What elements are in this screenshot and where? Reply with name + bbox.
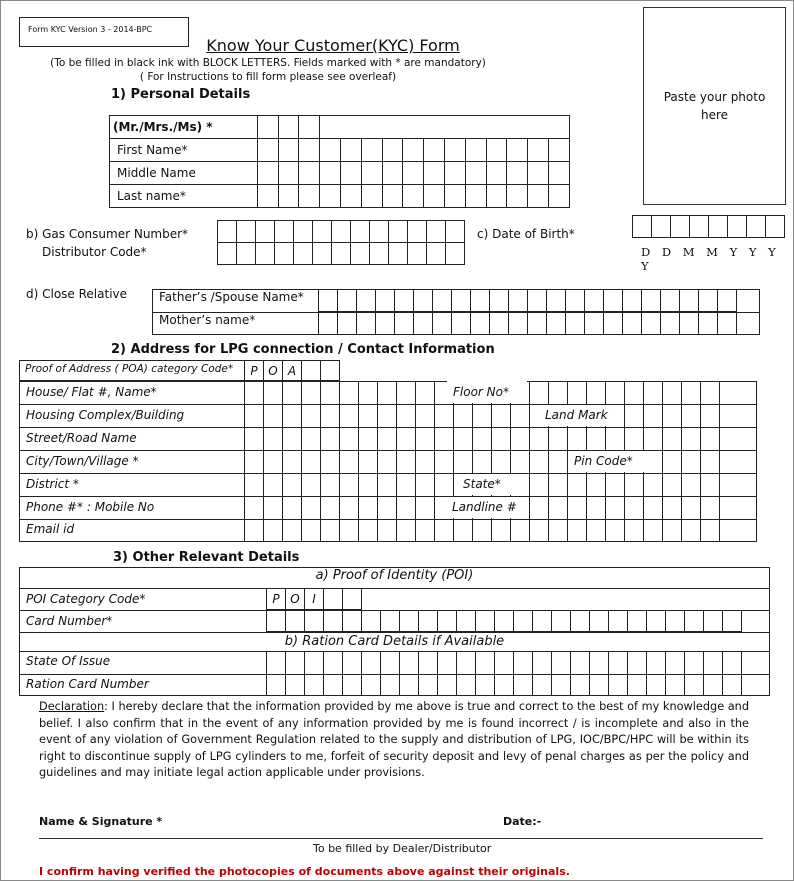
middle-name-cell[interactable] <box>549 162 570 185</box>
first-name-cell[interactable] <box>424 139 445 162</box>
poi-cell[interactable] <box>323 588 343 610</box>
first-name-cell[interactable] <box>445 139 466 162</box>
ration-title: b) Ration Card Details if Available <box>284 634 505 649</box>
middle-name-cell[interactable] <box>361 162 382 185</box>
card-number-label: Card Number* <box>26 614 113 628</box>
poa-cell-o[interactable]: O <box>263 360 283 381</box>
poi-code-cells[interactable] <box>267 588 362 610</box>
dob-cells[interactable] <box>633 215 785 238</box>
middle-name-cell[interactable] <box>403 162 424 185</box>
footer-rule <box>39 838 763 839</box>
first-name-cell[interactable] <box>278 139 299 162</box>
first-name-cell[interactable] <box>257 139 278 162</box>
mother-label: Mother’s name* <box>159 313 256 327</box>
declaration-text: : I hereby declare that the information provided by me above is true and correct to the best of my knowledge and belief. I also confirm that in the event of any information provided by me is found incorrect / is incomplete and also in the event of any violation of Government Regulation related to the supply and distribution of LPG, IOC/BPC/HPC will be within its right to discontinue supply of LPG cylinders to me, forfeit of security deposit and levy of penal charges as per the policy and guidelines and may initiate legal action applicable under provisions. <box>39 700 749 780</box>
poa-label: Proof of Address ( POA) category Code* <box>25 363 234 375</box>
father-label: Father’s /Spouse Name* <box>159 290 304 304</box>
salutation-label: (Mr./Mrs./Ms) * <box>110 116 258 139</box>
first-name-cell[interactable] <box>465 139 486 162</box>
landmark-label: Land Mark <box>539 405 619 426</box>
other-row-divider <box>19 588 770 589</box>
poa-cells[interactable] <box>245 360 340 381</box>
poa-cell[interactable] <box>320 360 340 381</box>
middle-name-cell[interactable] <box>528 162 549 185</box>
form-title: Know Your Customer(KYC) Form <box>206 36 460 55</box>
salutation-cell[interactable] <box>278 116 299 139</box>
first-name-cell[interactable] <box>528 139 549 162</box>
first-name-cell[interactable] <box>341 139 362 162</box>
complex-label: Housing Complex/Building <box>26 408 185 422</box>
last-name-cell[interactable] <box>507 185 528 208</box>
last-name-cell[interactable] <box>341 185 362 208</box>
salutation-row <box>110 116 570 139</box>
poa-cell[interactable] <box>301 360 321 381</box>
last-name-cell[interactable] <box>549 185 570 208</box>
city-label: City/Town/Village * <box>26 454 139 468</box>
salutation-cell[interactable] <box>257 116 278 139</box>
gas-consumer-cells[interactable] <box>218 220 465 243</box>
poi-cell-i[interactable]: I <box>304 588 324 610</box>
house-label: House/ Flat #, Name* <box>26 385 157 399</box>
middle-name-cell[interactable] <box>382 162 403 185</box>
instruction-line-1: (To be filled in black ink with BLOCK LETTERS. Fields marked with * are mandatory) <box>50 57 486 69</box>
ration-number-label: Ration Card Number <box>26 677 149 691</box>
first-name-cell[interactable] <box>361 139 382 162</box>
ration-cells[interactable] <box>267 651 742 696</box>
middle-name-cell[interactable] <box>465 162 486 185</box>
last-name-label: Last name* <box>110 185 258 208</box>
photo-box[interactable]: Paste your photo here <box>643 7 786 205</box>
salutation-blank <box>320 116 570 139</box>
last-name-cell[interactable] <box>299 185 320 208</box>
form-version: Form KYC Version 3 - 2014-BPC <box>19 17 189 47</box>
last-name-cell[interactable] <box>424 185 445 208</box>
email-label: Email id <box>26 522 75 536</box>
first-name-cell[interactable] <box>299 139 320 162</box>
district-label: District * <box>26 477 79 491</box>
poi-cell[interactable] <box>342 588 362 610</box>
phone-label: Phone #* : Mobile No <box>26 500 155 514</box>
gas-consumer-label: b) Gas Consumer Number* <box>26 227 189 241</box>
declaration-label: Declaration <box>39 700 105 713</box>
poi-code-label: POI Category Code* <box>26 592 146 606</box>
first-name-row <box>110 139 570 162</box>
state-label: State* <box>457 474 527 495</box>
dob-format: D D M M Y Y Y Y <box>641 245 780 273</box>
dob-label: c) Date of Birth* <box>477 227 575 241</box>
salutation-cell[interactable] <box>299 116 320 139</box>
middle-name-cell[interactable] <box>507 162 528 185</box>
close-relative-label: d) Close Relative <box>26 287 128 301</box>
first-name-cell[interactable] <box>382 139 403 162</box>
last-name-cell[interactable] <box>465 185 486 208</box>
last-name-cell[interactable] <box>278 185 299 208</box>
card-number-cells[interactable] <box>267 610 742 632</box>
name-table <box>109 115 570 208</box>
instruction-line-2: ( For Instructions to fill form please see overleaf) <box>139 71 397 83</box>
poi-cell-o[interactable]: O <box>285 588 305 610</box>
middle-name-cell[interactable] <box>299 162 320 185</box>
last-name-cell[interactable] <box>320 185 341 208</box>
personal-details-heading: 1) Personal Details <box>111 87 251 102</box>
poi-cell-p[interactable]: P <box>266 588 286 610</box>
landline-label: Landline # <box>446 497 527 518</box>
street-label: Street/Road Name <box>26 431 137 445</box>
declaration <box>39 699 749 782</box>
last-name-cell[interactable] <box>445 185 466 208</box>
last-name-cell[interactable] <box>528 185 549 208</box>
other-details-heading: 3) Other Relevant Details <box>113 550 300 565</box>
middle-name-cell[interactable] <box>320 162 341 185</box>
first-name-cell[interactable] <box>320 139 341 162</box>
distributor-code-label: Distributor Code* <box>42 245 147 259</box>
middle-name-row <box>110 162 570 185</box>
first-name-cell[interactable] <box>486 139 507 162</box>
date-label: Date:- <box>503 815 542 828</box>
last-name-cell[interactable] <box>257 185 278 208</box>
last-name-cell[interactable] <box>403 185 424 208</box>
last-name-cell[interactable] <box>361 185 382 208</box>
last-name-cell[interactable] <box>486 185 507 208</box>
first-name-cell[interactable] <box>403 139 424 162</box>
dealer-confirmation: I confirm having verified the photocopies of documents above against their originals. <box>39 865 570 878</box>
dealer-label: To be filled by Dealer/Distributor <box>313 842 492 855</box>
last-name-row <box>110 185 570 208</box>
middle-name-cell[interactable] <box>278 162 299 185</box>
pin-label: Pin Code* <box>568 451 646 472</box>
middle-name-cell[interactable] <box>486 162 507 185</box>
other-row-divider <box>19 632 770 633</box>
first-name-cell[interactable] <box>549 139 570 162</box>
poa-cell-a[interactable]: A <box>282 360 302 381</box>
signature-label: Name & Signature * <box>39 815 163 828</box>
floor-label: Floor No* <box>447 381 527 403</box>
distributor-code-cells[interactable] <box>218 242 465 265</box>
last-name-cell[interactable] <box>382 185 403 208</box>
middle-name-cell[interactable] <box>257 162 278 185</box>
middle-name-cell[interactable] <box>341 162 362 185</box>
father-cells[interactable] <box>319 289 737 312</box>
middle-name-label: Middle Name <box>110 162 258 185</box>
middle-name-cell[interactable] <box>424 162 445 185</box>
state-of-issue-label: State Of Issue <box>26 654 111 668</box>
poi-title: a) Proof of Identity (POI) <box>315 568 474 583</box>
mother-cells[interactable] <box>319 312 737 335</box>
first-name-label: First Name* <box>110 139 258 162</box>
address-heading: 2) Address for LPG connection / Contact Information <box>111 342 495 357</box>
poa-cell-p[interactable]: P <box>244 360 264 381</box>
first-name-cell[interactable] <box>507 139 528 162</box>
middle-name-cell[interactable] <box>445 162 466 185</box>
